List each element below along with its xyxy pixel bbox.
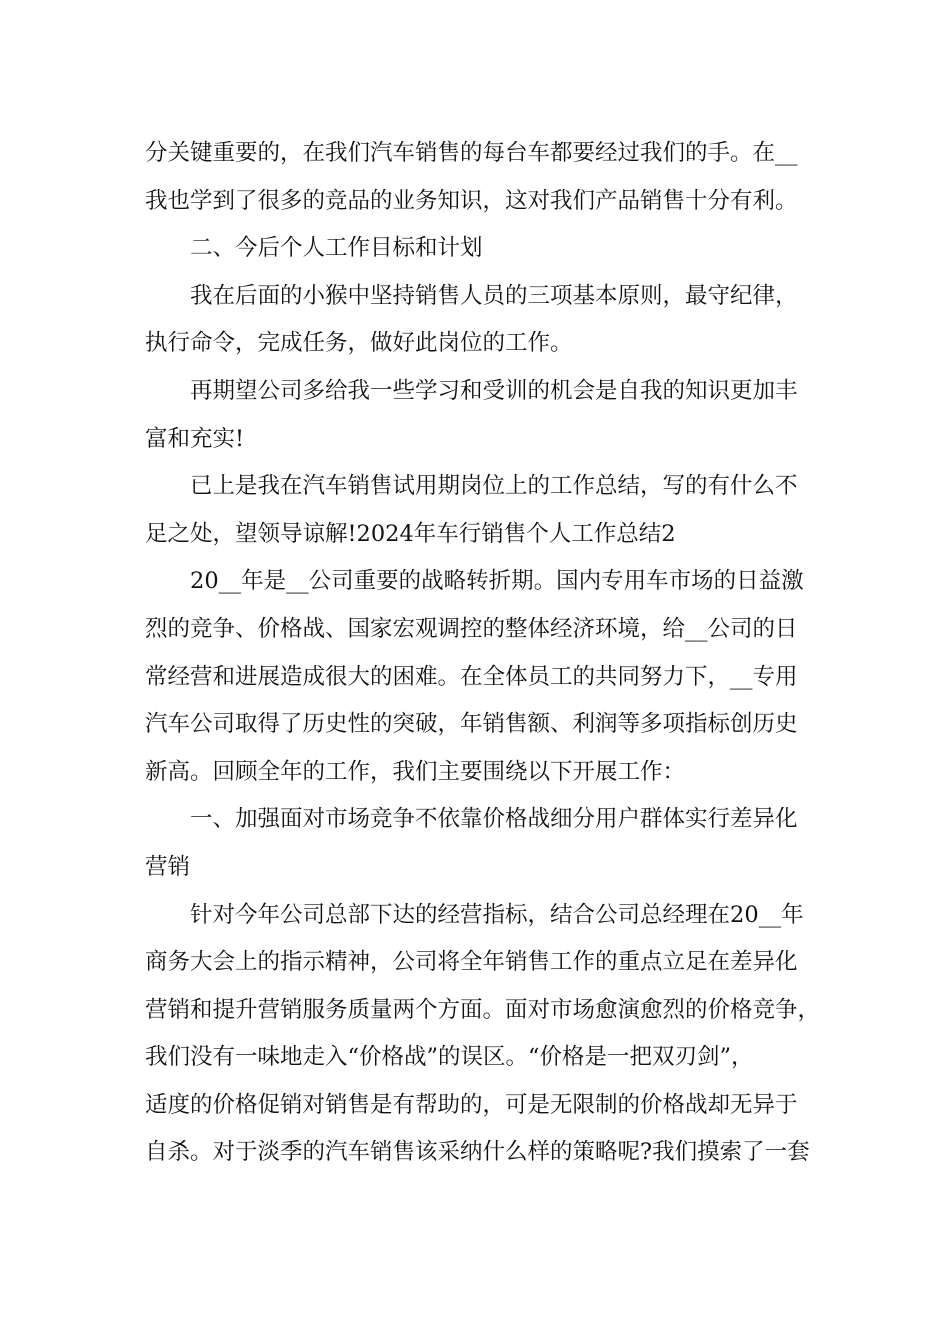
text-line: 再期望公司多给我一些学习和受训的机会是自我的知识更加丰 [190, 377, 798, 404]
text-line: 富和充实! [145, 425, 245, 452]
text-line: 执行命令，完成任务，做好此岗位的工作。 [145, 330, 573, 357]
section-heading-continued: 营销 [145, 853, 191, 880]
text-line: 新高。回顾全年的工作，我们主要围绕以下开展工作： [145, 758, 686, 785]
text-line: 我在后面的小猴中坚持销售人员的三项基本原则，最守纪律， [190, 282, 798, 309]
text-line: 常经营和进展造成很大的困难。在全体员工的共同努力下，__专用 [145, 663, 798, 690]
text-line: 商务大会上的指示精神，公司将全年销售工作的重点立足在差异化 [145, 949, 798, 976]
document-body [145, 130, 821, 1177]
text-line: 已上是我在汽车销售试用期岗位上的工作总结，写的有什么不 [190, 473, 798, 500]
text-line: 针对今年公司总部下达的经营指标，结合公司总经理在20__年 [190, 901, 804, 928]
text-line: 自杀。对于淡季的汽车销售该采纳什么样的策略呢?我们摸索了一套 [145, 1139, 810, 1166]
text-line: 烈的竞争、价格战、国家宏观调控的整体经济环境，给__公司的日 [145, 615, 798, 642]
section-heading: 二、今后个人工作目标和计划 [190, 235, 483, 262]
text-line: 营销和提升营销服务质量两个方面。面对市场愈演愈烈的价格竞争， [145, 996, 821, 1023]
text-line: 我们没有一味地走入“价格战”的误区。“价格是一把双刃剑”， [145, 1044, 754, 1071]
text-line: 分关键重要的，在我们汽车销售的每台车都要经过我们的手。在__ [145, 140, 798, 166]
text-line: 我也学到了很多的竞品的业务知识，这对我们产品销售十分有利。 [145, 187, 798, 214]
section-heading: 一、加强面对市场竞争不依靠价格战细分用户群体实行差异化 [190, 806, 798, 833]
text-line: 适度的价格促销对销售是有帮助的，可是无限制的价格战却无异于 [145, 1091, 798, 1118]
text-line: 20__年是__公司重要的战略转折期。国内专用车市场的日益激 [190, 568, 804, 595]
text-line: 足之处，望领导谅解!2024年车行销售个人工作总结2 [145, 520, 676, 547]
text-line: 汽车公司取得了历史性的突破，年销售额、利润等多项指标创历史 [145, 711, 798, 738]
